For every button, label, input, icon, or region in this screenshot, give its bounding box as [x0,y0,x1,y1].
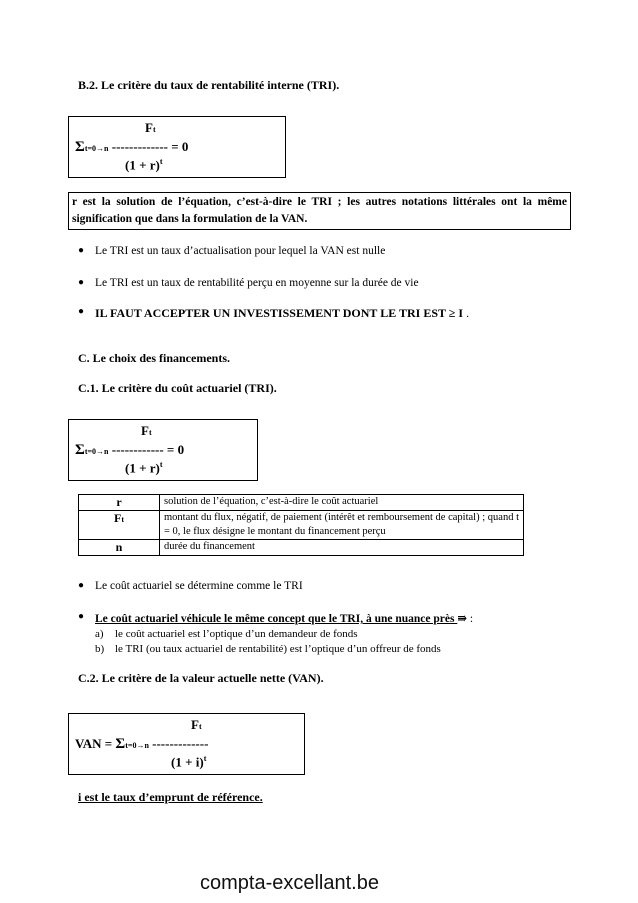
bullet-icon: ● [78,611,85,622]
bullet-item: ● Le coût actuariel se détermine comme le TRI [78,580,303,592]
implies-arrow-icon: ⇛ [457,613,467,625]
bullet-icon: ● [78,306,85,317]
notation-table [78,494,524,556]
greater-equal-icon: ≥ [448,306,456,320]
bullet-icon: ● [78,245,85,256]
formula-denominator: $(1 + r)^t$ [125,460,163,476]
table-row [79,540,524,556]
heading-c1: C.1. Le critère du coût actuariel (TRI). [78,381,277,395]
heading-b2: B.2. Le critère du taux de rentabilité interne (TRI). [78,78,340,92]
acceptance-rule: ● IL FAUT ACCEPTER UN INVESTISSEMENT DONT LE TRI EST ≥ I . [78,306,470,320]
bullet-icon: ● [78,580,85,591]
table-row [79,495,524,511]
symbol-cell: r [79,495,160,511]
bullet-item: ● Le TRI est un taux d’actualisation pour lequel la VAN est nulle [78,245,386,257]
table-row [79,511,524,540]
bullet-icon: ● [78,277,85,288]
sub-list [95,628,441,658]
heading-c: C. Le choix des financements. [78,351,230,365]
bullet-item: ● Le TRI est un taux de rentabilité perçu en moyenne sur la durée de vie [78,277,419,289]
description-cell: solution de l’équation, c’est-à-dire le coût actuariel [160,495,524,511]
description-cell: montant du flux, négatif, de paiement (intérêt et remboursement de capital) ; quand t = 0, le flux désigne le montant du financement perçu [160,511,524,540]
description-cell: durée du financement [160,540,524,556]
list-item: a) le coût actuariel est l’optique d’un demandeur de fonds [95,628,358,640]
formula-sum-line: Σt=0→n ------------ = 0 [75,442,185,458]
heading-c2: C.2. Le critère de la valeur actuelle nette (VAN). [78,671,324,685]
symbol-cell: n [79,540,160,556]
tri-formula-box [68,116,286,178]
formula-numerator: Ft [145,120,156,135]
site-watermark: compta-excellant.be [200,872,379,894]
formula-sum-line: Σt=0→n ------------- = 0 [75,139,189,155]
formula-sum-line: VAN = Σt=0→n ------------- [75,736,209,752]
formula-denominator: $(1 + i)^t$ [171,754,207,770]
reference-rate-note: i est le taux d’emprunt de référence. [78,790,263,804]
formula-denominator: $(1 + r)^t$ [125,157,163,173]
symbol-cell: Ft [79,511,160,540]
van-formula-box [68,713,305,775]
nuance-bullet: ● Le coût actuariel véhicule le même concept que le TRI, à une nuance près ⇛ : [78,611,474,625]
list-item: b) le TRI (ou taux actuariel de rentabilité) est l’optique d’un offreur de fonds [95,643,441,655]
actuarial-formula-box [68,419,258,481]
tri-definition-note: r est la solution de l’équation, c’est-à-dire le TRI ; les autres notations littérales ont la même signification que dans la formulation de la VAN. [68,192,571,230]
formula-numerator: Ft [191,717,202,732]
formula-numerator: Ft [141,423,152,438]
